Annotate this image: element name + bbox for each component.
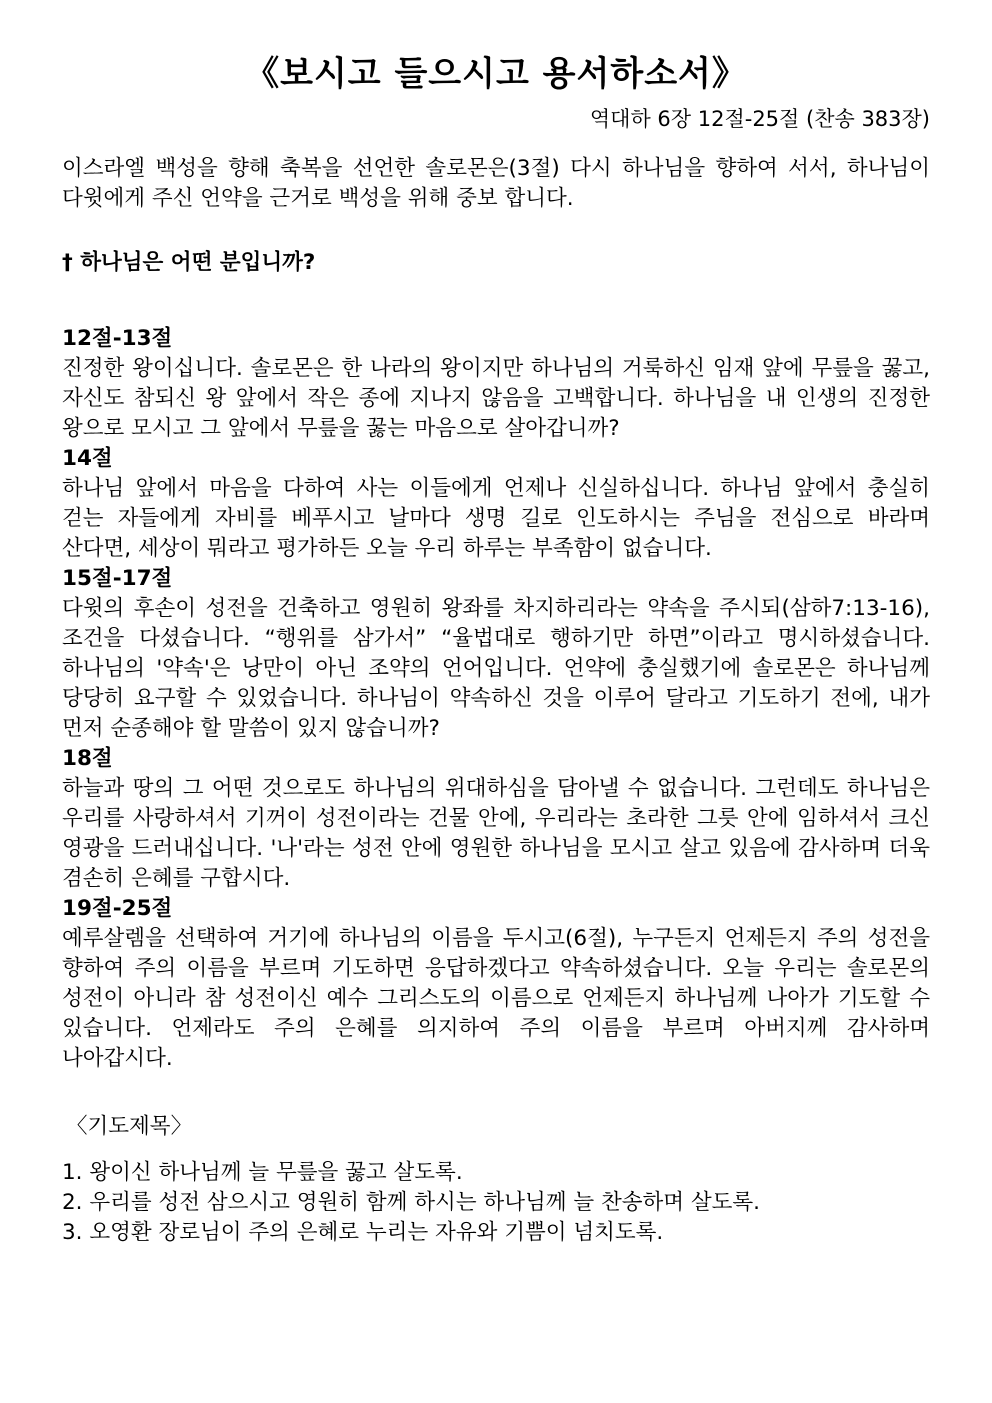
verse-label: 14절 (62, 446, 113, 471)
verse-label: 15절-17절 (62, 566, 173, 591)
prayer-topics-heading: 〈기도제목〉 (66, 1114, 193, 1139)
devotional-page (62, 52, 930, 1248)
verse-sections (62, 324, 930, 1074)
verse-body: 하늘과 땅의 그 어떤 것으로도 하나님의 위대하심을 담아낼 수 없습니다. 그런데도 하나님은 우리를 사랑하셔서 기꺼이 성전이라는 건물 안에, 우리라는 초라한 그릇 안에 임하셔서 크신 영광을 드러내십니다. '나'라는 성전 안에 영원한 하나님을 모시고 살고 있음에 감사하며 더욱 겸손히 은혜를 구합시다. (62, 776, 930, 891)
verse-label: 19절-25절 (62, 896, 173, 921)
verse-section (62, 744, 930, 894)
prayer-item: 2. 우리를 성전 삼으시고 영원히 함께 하시는 하나님께 늘 찬송하며 살도록. (62, 1190, 760, 1215)
verse-body: 예루살렘을 선택하여 거기에 하나님의 이름을 두시고(6절), 누구든지 언제든지 주의 성전을 향하여 주의 이름을 부르며 기도하면 응답하겠다고 약속하셨습니다. 오늘 우리는 솔로몬의 성전이 아니라 참 성전이신 예수 그리스도의 이름으로 언제든지 하나님께 나아가 기도할 수 있습니다. 언제라도 주의 은혜를 의지하여 주의 이름을 부르며 아버지께 감사하며 나아갑시다. (62, 926, 930, 1071)
verse-body: 다윗의 후손이 성전을 건축하고 영원히 왕좌를 차지하리라는 약속을 주시되(삼하7:13-16), 조건을 다셨습니다. “행위를 삼가서” “율법대로 행하기만 하면”이라고 명시하셨습니다. 하나님의 '약속'은 낭만이 아닌 조약의 언어입니다. 언약에 충실했기에 솔로몬은 하나님께 당당히 요구할 수 있었습니다. 하나님이 약속하신 것을 이루어 달라고 기도하기 전에, 내가 먼저 순종해야 할 말씀이 있지 않습니까? (62, 596, 930, 741)
prayer-item: 3. 오영환 장로님이 주의 은혜로 누리는 자유와 기쁨이 넘치도록. (62, 1220, 664, 1245)
section-heading: † 하나님은 어떤 분입니까? (62, 250, 316, 275)
prayer-topics-list (62, 1158, 930, 1248)
intro-paragraph: 이스라엘 백성을 향해 축복을 선언한 솔로몬은(3절) 다시 하나님을 향하여 서서, 하나님이 다윗에게 주신 언약을 근거로 백성을 위해 중보 합니다. (62, 156, 930, 211)
verse-section (62, 894, 930, 1074)
scripture-reference: 역대하 6장 12절-25절 (찬송 383장) (589, 107, 930, 131)
verse-section (62, 324, 930, 444)
verse-label: 18절 (62, 746, 113, 771)
prayer-item: 1. 왕이신 하나님께 늘 무릎을 꿇고 살도록. (62, 1160, 463, 1185)
verse-section (62, 444, 930, 564)
verse-body: 하나님 앞에서 마음을 다하여 사는 이들에게 언제나 신실하십니다. 하나님 앞에서 충실히 걷는 자들에게 자비를 베푸시고 날마다 생명 길로 인도하시는 주님을 전심으로 바라며 산다면, 세상이 뭐라고 평가하든 오늘 우리 하루는 부족함이 없습니다. (62, 476, 930, 561)
verse-section (62, 564, 930, 744)
document-title: 《보시고 들으시고 용서하소서》 (245, 54, 747, 94)
verse-label: 12절-13절 (62, 326, 173, 351)
verse-body: 진정한 왕이십니다. 솔로몬은 한 나라의 왕이지만 하나님의 거룩하신 임재 앞에 무릎을 꿇고, 자신도 참되신 왕 앞에서 작은 종에 지나지 않음을 고백합니다. 하나님을 내 인생의 진정한 왕으로 모시고 그 앞에서 무릎을 꿇는 마음으로 살아갑니까? (62, 356, 930, 441)
